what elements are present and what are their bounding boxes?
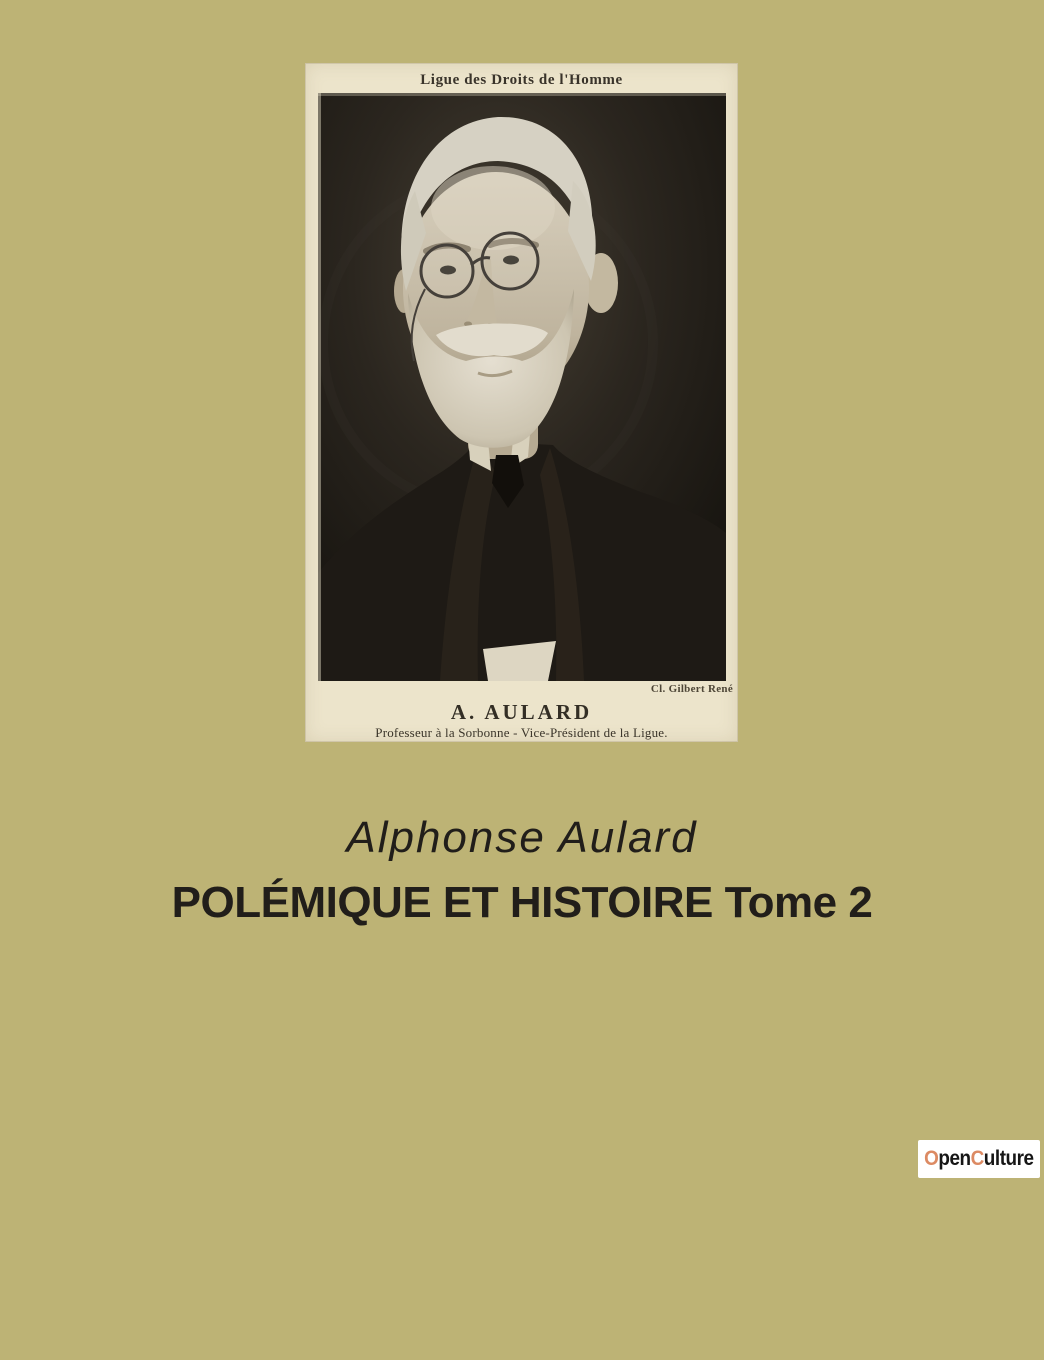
portrait-photo — [318, 93, 726, 681]
postcard-caption-subtitle: Professeur à la Sorbonne - Vice-Président de la Ligue. — [375, 725, 668, 740]
postcard-header-text: Ligue des Droits de l'Homme — [420, 72, 623, 88]
postcard-caption-name: A. AULARD — [450, 700, 593, 724]
openculture-logo-text: OpenCulture — [924, 1147, 1034, 1170]
portrait-illustration — [318, 93, 726, 681]
author-name: Alphonse Aulard — [346, 813, 698, 862]
postcard — [305, 63, 738, 742]
photo-credit: Cl. Gilbert René — [650, 683, 733, 695]
openculture-logo — [918, 1140, 1040, 1178]
book-title: POLÉMIQUE ET HISTOIRE Tome 2 — [171, 878, 873, 927]
